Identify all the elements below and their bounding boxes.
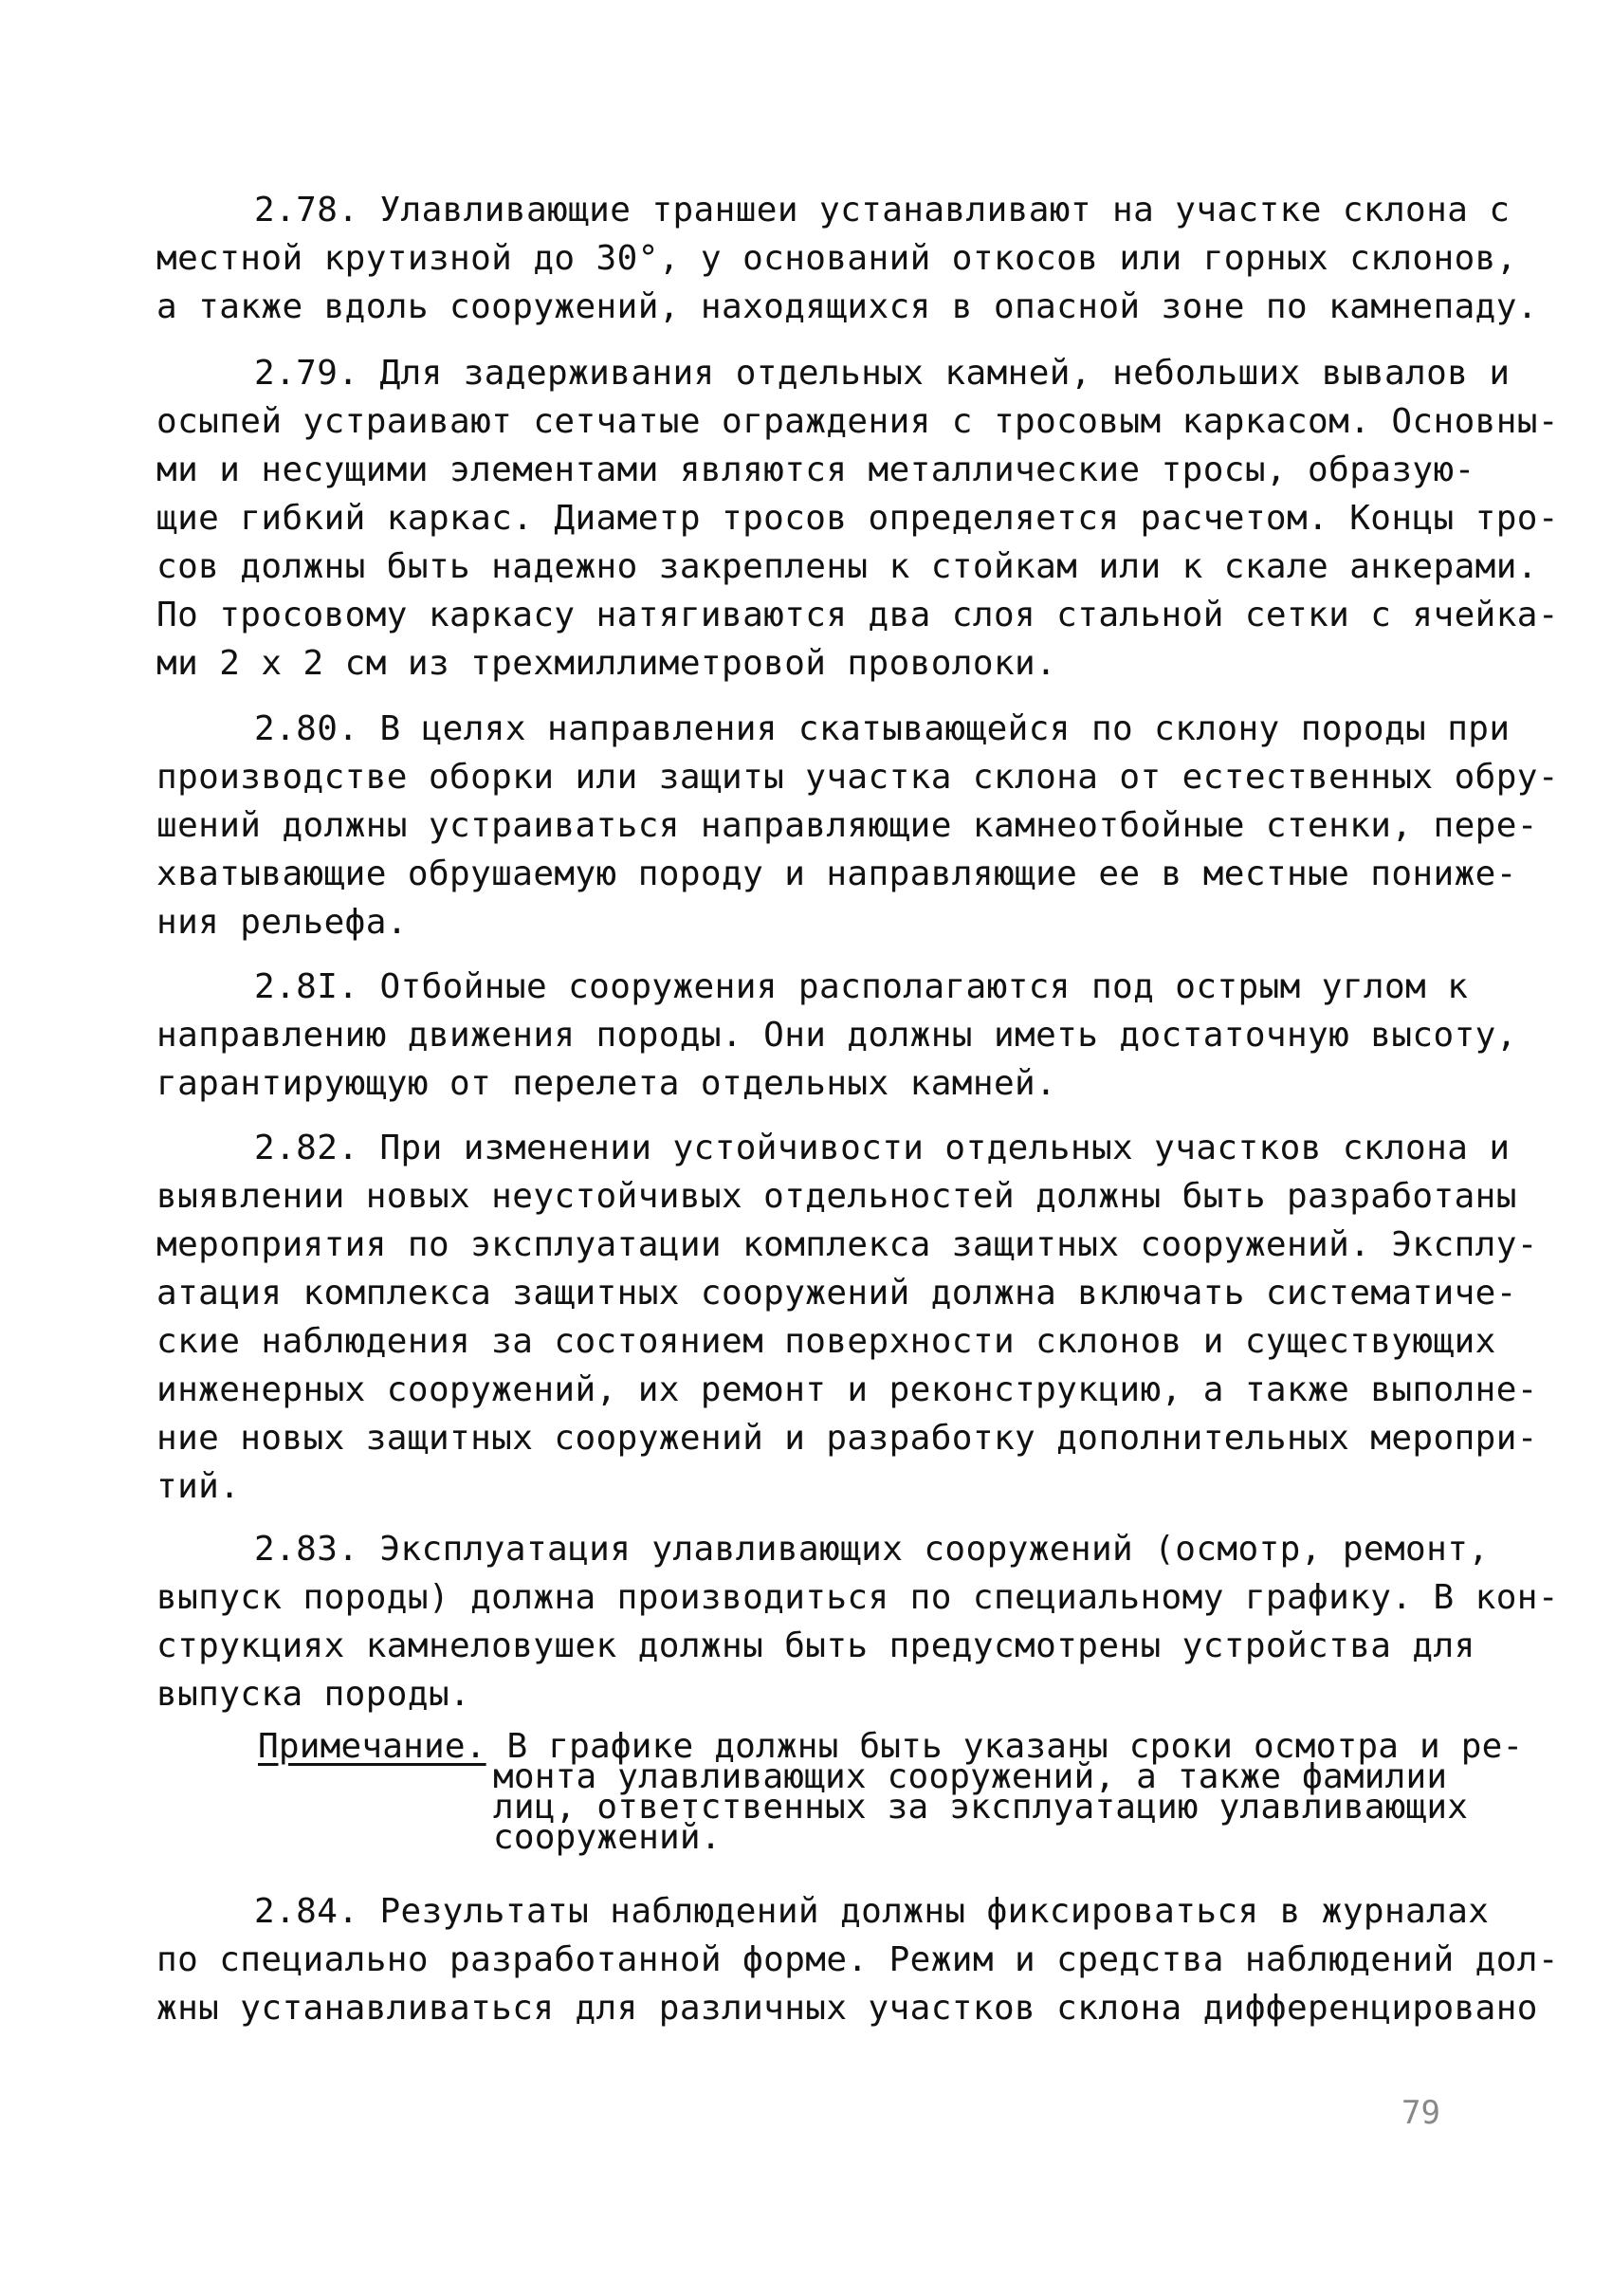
text-line: ния рельефа. xyxy=(156,903,408,942)
text-line: 2.80. В целях направления скатывающейся по склону породы при xyxy=(254,709,1511,748)
page-number: 79 xyxy=(1401,2094,1440,2132)
note-line: лиц, ответственных за эксплуатацию улавливающих xyxy=(493,1788,1469,1827)
text-line: ми и несущими элементами являются металлические тросы, образую- xyxy=(156,450,1475,489)
text-line: сов должны быть надежно закреплены к стойкам или к скале анкерами. xyxy=(156,547,1538,586)
text-line: мероприятия по эксплуатации комплекса защитных сооружений. Эксплу- xyxy=(156,1225,1538,1264)
text-line: 2.8I. Отбойные сооружения располагаются под острым углом к xyxy=(254,967,1469,1006)
text-line: шений должны устраиваться направляющие камнеотбойные стенки, пере- xyxy=(156,806,1538,845)
text-line: 2.84. Результаты наблюдений должны фиксироваться в журналах xyxy=(254,1892,1490,1931)
text-line: 2.79. Для задерживания отдельных камней, небольших вывалов и xyxy=(254,354,1511,393)
text-line: щие гибкий каркас. Диаметр тросов определяется расчетом. Концы тро- xyxy=(156,499,1559,538)
note-label: Примечание. xyxy=(258,1727,486,1766)
note-line: сооружений. xyxy=(493,1818,722,1857)
paragraph-2-83 xyxy=(156,1525,1559,1718)
text-line: ние новых защитных сооружений и разработку дополнительных меропри- xyxy=(156,1419,1538,1458)
paragraph-2-79 xyxy=(156,349,1559,688)
text-line: осыпей устраивают сетчатые ограждения с тросовым каркасом. Основны- xyxy=(156,402,1559,441)
paragraph-2-78 xyxy=(156,186,1538,331)
paragraph-2-80 xyxy=(156,705,1559,946)
text-line: По тросовому каркасу натягиваются два слоя стальной сетки с ячейка- xyxy=(156,596,1559,634)
text-line: выявлении новых неустойчивых отдельностей должны быть разработаны xyxy=(156,1177,1517,1216)
text-line: струкциях камнеловушек должны быть предусмотрены устройства для xyxy=(156,1626,1475,1665)
text-line: 2.82. При изменении устойчивости отдельных участков склона и xyxy=(254,1129,1511,1167)
paragraph-2-81 xyxy=(156,963,1517,1108)
note-block xyxy=(258,1727,1524,1857)
note-text: В графике должны быть указаны сроки осмотра и ре- xyxy=(506,1727,1524,1766)
note-line: монта улавливающих сооружений, а также фамилии xyxy=(493,1757,1448,1796)
paragraph-2-82 xyxy=(156,1124,1538,1511)
text-line: выпуск породы) должна производиться по специальному графику. В кон- xyxy=(156,1578,1559,1617)
text-line: направлению движения породы. Они должны иметь достаточную высоту, xyxy=(156,1016,1517,1055)
text-line: по специально разработанной форме. Режим и средства наблюдений дол- xyxy=(156,1940,1559,1979)
text-line: а также вдоль сооружений, находящихся в опасной зоне по камнепаду. xyxy=(156,287,1538,326)
text-line: 2.83. Эксплуатация улавливающих сооружений (осмотр, ремонт, xyxy=(254,1530,1490,1569)
text-line: инженерных сооружений, их ремонт и реконструкцию, а также выполне- xyxy=(156,1370,1538,1409)
text-line: производстве оборки или защиты участка склона от естественных обру- xyxy=(156,758,1559,797)
text-line: ми 2 х 2 см из трехмиллиметровой проволоки. xyxy=(156,644,1057,683)
text-line: выпуска породы. xyxy=(156,1675,471,1714)
text-line: ские наблюдения за состоянием поверхности склонов и существующих xyxy=(156,1322,1496,1361)
text-line: 2.78. Улавливающие траншеи устанавливают на участке склона с xyxy=(254,191,1511,230)
text-line: местной крутизной до 30°, у оснований откосов или горных склонов, xyxy=(156,239,1517,278)
text-line: гарантирующую от перелета отдельных камней. xyxy=(156,1064,1057,1103)
text-line: хватывающие обрушаемую породу и направляющие ее в местные пониже- xyxy=(156,854,1517,893)
text-line: жны устанавливаться для различных участков склона дифференцировано xyxy=(156,1989,1538,2028)
paragraph-2-84 xyxy=(156,1887,1559,2032)
text-line: тий. xyxy=(156,1467,241,1506)
text-line: атация комплекса защитных сооружений должна включать систематиче- xyxy=(156,1274,1517,1313)
